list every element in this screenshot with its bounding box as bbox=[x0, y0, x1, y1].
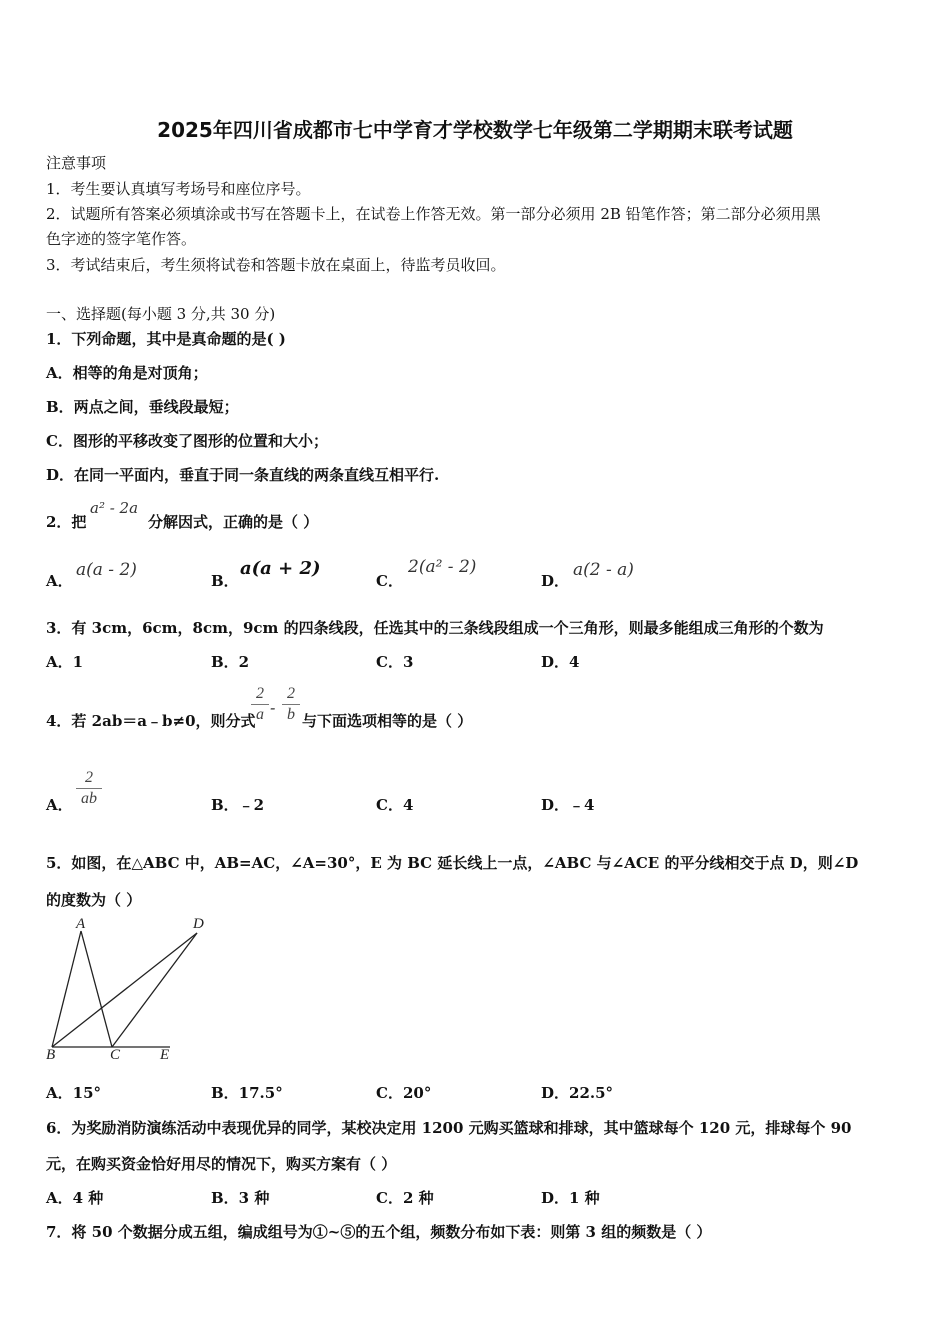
q7-stem: 7．将 50 个数据分成五组，编成组号为①~⑤的五个组，频数分布如下表：则第 3 组的频数是（ ） bbox=[46, 1223, 712, 1241]
q2-prefix: 2．把 bbox=[46, 513, 87, 531]
q5-stem-line1: 5．如图，在△ABC 中，AB=AC，∠A=30°，E 为 BC 延长线上一点，∠ABC 与∠ACE 的平分线相交于点 D，则∠D bbox=[46, 854, 859, 872]
q5-stem-line2: 的度数为（ ） bbox=[46, 891, 142, 909]
q2-option-a-expr: a(a - 2) bbox=[76, 560, 137, 580]
figure-label-a: A bbox=[76, 916, 86, 932]
q6-stem-line1: 6．为奖励消防演练活动中表现优异的同学，某校决定用 1200 元购买篮球和排球，其中篮球每个 120 元，排球每个 90 bbox=[46, 1119, 852, 1137]
notice-item: 2．试题所有答案必须填涂或书写在答题卡上，在试卷上作答无效。第一部分必须用 2B 铅笔作答；第二部分必须用黑 bbox=[46, 205, 821, 223]
q5-option-a: A．15° bbox=[46, 1084, 102, 1102]
notice-item: 1．考生要认真填写考场号和座位序号。 bbox=[46, 180, 311, 198]
figure-label-b: B bbox=[46, 1047, 56, 1063]
q2-label-d: D． bbox=[541, 572, 570, 590]
notice-heading: 注意事项 bbox=[46, 154, 107, 172]
notice-item: 3．考试结束后，考生须将试卷和答题卡放在桌面上，待监考员收回。 bbox=[46, 256, 506, 274]
q2-label-b: B． bbox=[211, 572, 239, 590]
line-ab bbox=[52, 931, 81, 1047]
triangle-figure bbox=[40, 914, 220, 1066]
q1-stem: 1．下列命题，其中是真命题的是( ) bbox=[46, 330, 286, 348]
q4-suffix: 与下面选项相等的是（ ） bbox=[302, 712, 473, 730]
q4-option-b: B．﹣2 bbox=[211, 796, 265, 814]
q1-option-b: B．两点之间，垂线段最短； bbox=[46, 398, 239, 416]
q4-prefix: 4．若 2ab＝a﹣b≠0，则分式 bbox=[46, 712, 256, 730]
q5-option-b: B．17.5° bbox=[211, 1084, 283, 1102]
q4-label-a: A． bbox=[46, 796, 73, 814]
q4-option-a-fraction bbox=[76, 768, 102, 809]
q1-option-a: A．相等的角是对顶角； bbox=[46, 364, 208, 382]
figure-label-e: E bbox=[160, 1047, 170, 1063]
q3-option-d: D．4 bbox=[541, 653, 580, 671]
q2-label-c: C． bbox=[376, 572, 403, 590]
q5-option-c: C．20° bbox=[376, 1084, 432, 1102]
q4-fraction-2-numerator: 2 bbox=[282, 684, 300, 705]
line-ac bbox=[81, 931, 112, 1047]
figure-label-d: D bbox=[193, 916, 204, 932]
q4-option-c: C．4 bbox=[376, 796, 414, 814]
q4-option-d: D．﹣4 bbox=[541, 796, 595, 814]
figure-label-c: C bbox=[110, 1047, 121, 1063]
notice-item: 色字迹的签字笔作答。 bbox=[46, 230, 197, 248]
q4-minus: - bbox=[270, 698, 276, 717]
q4-option-a-numerator: 2 bbox=[76, 768, 102, 789]
q1-option-c: C．图形的平移改变了图形的位置和大小； bbox=[46, 432, 328, 450]
q3-stem: 3．有 3cm，6cm，8cm，9cm 的四条线段，任选其中的三条线段组成一个三角形，则最多能组成三角形的个数为 bbox=[46, 619, 824, 637]
q2-option-b-expr: a(a + 2) bbox=[240, 558, 321, 579]
q2-option-d-expr: a(2 - a) bbox=[573, 560, 634, 580]
q3-option-c: C．3 bbox=[376, 653, 414, 671]
q1-option-d: D．在同一平面内，垂直于同一条直线的两条直线互相平行. bbox=[46, 466, 440, 484]
q4-fraction-1-denominator: a bbox=[256, 706, 264, 723]
page-title: 2025年四川省成都市七中学育才学校数学七年级第二学期期末联考试题 bbox=[157, 118, 793, 142]
section-heading: 一、选择题(每小题 3 分,共 30 分) bbox=[46, 305, 276, 323]
q6-option-d: D．1 种 bbox=[541, 1189, 600, 1207]
q2-option-c-expr: 2(a² - 2) bbox=[408, 557, 477, 577]
q6-option-b: B．3 种 bbox=[211, 1189, 270, 1207]
q3-option-a: A．1 bbox=[46, 653, 84, 671]
q3-option-b: B．2 bbox=[211, 653, 250, 671]
q4-option-a-denominator: ab bbox=[81, 790, 97, 807]
q4-fraction-1 bbox=[251, 684, 269, 725]
q4-fraction-2-denominator: b bbox=[287, 706, 295, 723]
q2-label-a: A． bbox=[46, 572, 73, 590]
q2-suffix: 分解因式，正确的是（ ） bbox=[148, 513, 319, 531]
q4-fraction-2 bbox=[282, 684, 300, 725]
q6-option-a: A．4 种 bbox=[46, 1189, 104, 1207]
q4-fraction-1-numerator: 2 bbox=[251, 684, 269, 705]
q6-option-c: C．2 种 bbox=[376, 1189, 434, 1207]
q6-stem-line2: 元，在购买资金恰好用尽的情况下，购买方案有（ ） bbox=[46, 1155, 397, 1173]
q5-option-d: D．22.5° bbox=[541, 1084, 614, 1102]
q2-expression: a² - 2a bbox=[90, 499, 139, 517]
